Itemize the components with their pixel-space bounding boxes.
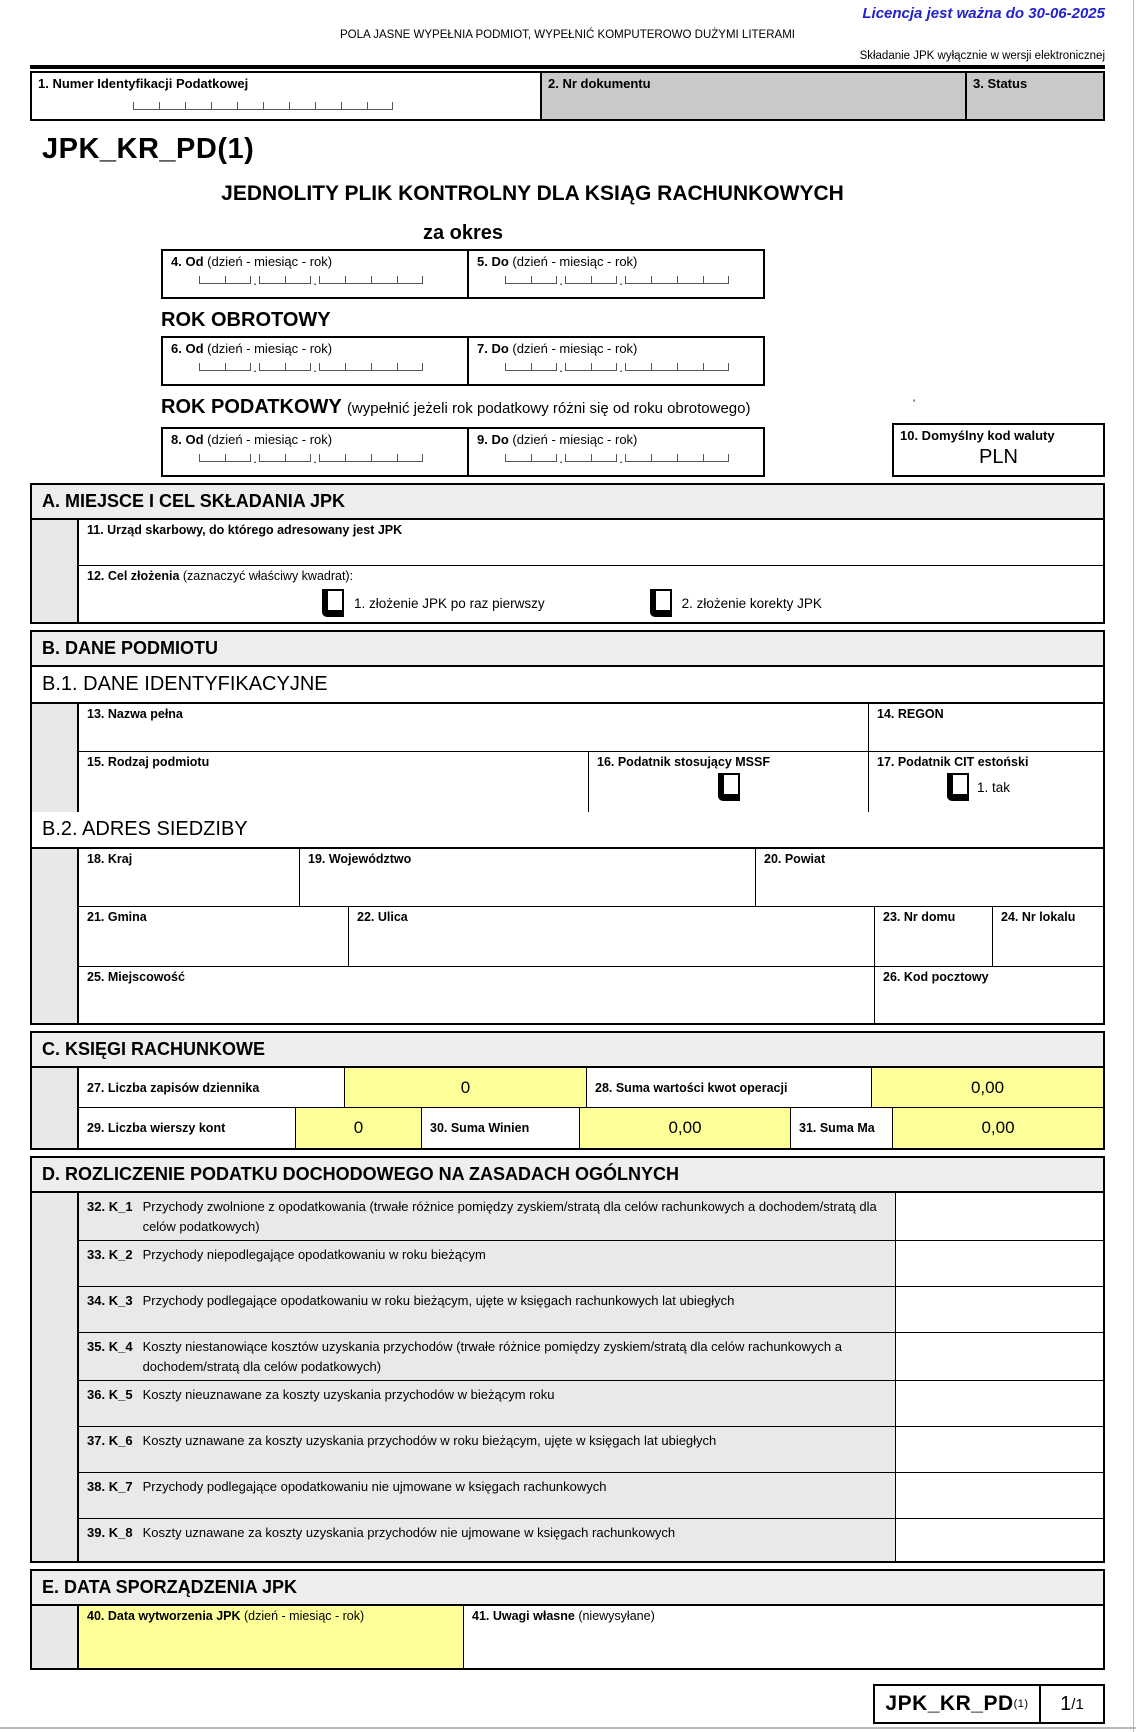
field-18-label: 18. Kraj [87, 852, 133, 866]
row-accounts [79, 1108, 1103, 1148]
ruler-segment [259, 276, 285, 284]
section-b1-body [32, 702, 1103, 812]
ruler-segment [225, 454, 251, 462]
ruler-segment [677, 363, 703, 371]
field-30-value[interactable]: 0,00 [580, 1108, 791, 1148]
section-b1-title: B.1. DANE IDENTYFIKACYJNE [32, 667, 1103, 702]
tax-year-title: ROK PODATKOWY [161, 396, 342, 418]
ruler-segment [367, 102, 393, 110]
field-24-label: 24. Nr lokalu [1001, 910, 1076, 924]
section-d [30, 1156, 1105, 1563]
footer-page-indicator [1041, 1686, 1103, 1722]
tax-year-row [30, 423, 1105, 477]
field-9-label: 9. Do [477, 432, 509, 447]
period-subheading: za okres [422, 222, 504, 244]
field-4-label: 4. Od [171, 254, 204, 269]
option-tak-label: 1. tak [977, 779, 1011, 795]
stray-mark: ' [913, 398, 916, 410]
section-c-title: C. KSIĘGI RACHUNKOWE [32, 1033, 1103, 1068]
field-k4-value[interactable] [896, 1333, 1103, 1380]
field-powiat[interactable] [756, 849, 1103, 906]
identification-row [30, 71, 1105, 121]
row-k7 [79, 1473, 1103, 1519]
row-country [79, 849, 1103, 907]
form-instruction: POLA JASNE WYPEŁNIA PODMIOT, WYPEŁNIĆ KOMPUTEROWO DUŻYMI LITERAMI [340, 29, 795, 41]
ruler-segment [371, 276, 397, 284]
field-regon[interactable] [869, 704, 1103, 751]
ruler-segment [225, 276, 251, 284]
field-nip[interactable] [32, 73, 542, 119]
date-format-hint: (dzień - miesiąc - rok) [512, 254, 638, 269]
footer-code-text: JPK_KR_PD [885, 1692, 1014, 1715]
field-25-label: 25. Miejscowość [87, 970, 185, 984]
field-k1-text: Przychody zwolnione z opodatkowania (trwałe różnice pomiędzy zyskiem/stratą dla celów rachunkowych a dochodem/stratą dla celów podatkowych) [142, 1199, 877, 1234]
ruler-dot: . [313, 451, 317, 466]
field-31-label-cell [791, 1108, 893, 1148]
field-tax-office[interactable] [79, 520, 1103, 565]
row-creation-date [79, 1606, 1103, 1668]
field-k5-code: K_5 [108, 1387, 133, 1402]
field-29-value[interactable]: 0 [296, 1108, 422, 1148]
field-37-number: 37. [87, 1433, 106, 1448]
field-22-label: 22. Ulica [357, 910, 408, 924]
ruler-segment [625, 454, 651, 462]
field-filing-purpose [79, 566, 1103, 622]
ruler-segment [531, 454, 557, 462]
row-field-12 [79, 566, 1103, 622]
ruler-segment [341, 102, 367, 110]
ruler-segment [591, 363, 617, 371]
license-banner: Licencja jest ważna do 30-06-2025 [862, 5, 1105, 22]
footer-form-code [875, 1686, 1041, 1722]
field-10-label: 10. Domyślny kod waluty [900, 428, 1055, 443]
field-k7-code: K_7 [108, 1479, 133, 1494]
field-30-label: 30. Suma Winien [430, 1121, 530, 1135]
field-27-label: 27. Liczba zapisów dziennika [87, 1080, 260, 1095]
row-k2 [79, 1241, 1103, 1287]
field-28-label-cell [587, 1068, 872, 1107]
ruler-segment [703, 454, 729, 462]
field-voivodeship[interactable] [300, 849, 756, 906]
field-k2-text: Przychody niepodlegające opodatkowaniu w roku bieżącym [142, 1247, 486, 1262]
field-k6-code: K_6 [108, 1433, 133, 1448]
ruler-segment [677, 276, 703, 284]
ruler-segment [505, 276, 531, 284]
row-k3 [79, 1287, 1103, 1333]
field-7-label: 7. Do [477, 341, 509, 356]
section-b2-body [32, 847, 1103, 1023]
checkbox-cit-estonski[interactable] [947, 773, 969, 801]
ruler-dot: . [253, 273, 257, 288]
section-d-body [32, 1193, 1103, 1561]
field-gmina[interactable] [79, 907, 349, 966]
field-fiscal-to[interactable] [469, 338, 763, 384]
date-input-ruler[interactable] [505, 273, 729, 288]
field-31-value[interactable]: 0,00 [893, 1108, 1103, 1148]
checkbox-correction-filing[interactable] [650, 589, 672, 617]
field-28-label: 28. Suma wartości kwot operacji [595, 1080, 788, 1095]
field-40-hint: (dzień - miesiąc - rok) [244, 1609, 365, 1623]
ruler-segment [345, 276, 371, 284]
ruler-segment [651, 276, 677, 284]
ruler-segment [319, 363, 345, 371]
ruler-segment [133, 102, 159, 110]
ruler-dot: . [619, 273, 623, 288]
ruler-segment [199, 454, 225, 462]
section-a-title: A. MIEJSCE I CEL SKŁADANIA JPK [32, 485, 1103, 520]
field-k2-code: K_2 [108, 1247, 133, 1262]
field-house-number[interactable] [875, 907, 993, 966]
date-input-ruler[interactable] [505, 451, 729, 466]
ruler-dot: . [559, 451, 563, 466]
section-a [30, 483, 1105, 624]
field-k1-value[interactable] [896, 1193, 1103, 1240]
date-format-hint: (dzień - miesiąc - rok) [512, 341, 638, 356]
field-period-from[interactable] [163, 251, 469, 297]
section-e-title: E. DATA SPORZĄDZENIA JPK [32, 1571, 1103, 1606]
field-country[interactable] [79, 849, 300, 906]
field-19-label: 19. Województwo [308, 852, 412, 866]
ruler-dot: . [559, 273, 563, 288]
field-33-number: 33. [87, 1247, 106, 1262]
page-edge-right [1133, 0, 1134, 1732]
field-k5-value[interactable] [896, 1381, 1103, 1426]
field-20-label: 20. Powiat [764, 852, 826, 866]
ruler-segment [285, 276, 311, 284]
ruler-dot: . [619, 451, 623, 466]
row-k4 [79, 1333, 1103, 1381]
field-k5-text: Koszty nieuznawane za koszty uzyskania przychodów w bieżącym roku [142, 1387, 555, 1402]
ruler-segment [371, 454, 397, 462]
ruler-segment [319, 454, 345, 462]
field-6-label: 6. Od [171, 341, 204, 356]
field-28-value[interactable]: 0,00 [872, 1068, 1103, 1107]
ruler-segment [505, 454, 531, 462]
ruler-segment [651, 454, 677, 462]
field-nip-label: 1. Numer Identyfikacji Podatkowej [38, 76, 249, 91]
field-17-label: 17. Podatnik CIT estoński [877, 755, 1029, 769]
field-31-label: 31. Suma Ma [799, 1121, 875, 1135]
ruler-segment [625, 276, 651, 284]
row-k6 [79, 1427, 1103, 1473]
field-full-name[interactable] [79, 704, 869, 751]
field-document-number: 2. Nr dokumentu [542, 73, 967, 119]
main-heading: JEDNOLITY PLIK KONTROLNY DLA KSIĄG RACHUNKOWYCH [221, 182, 844, 205]
period-table [161, 249, 765, 299]
row-entity-type [79, 752, 1103, 812]
ruler-segment [199, 276, 225, 284]
ruler-segment [677, 454, 703, 462]
footer-form-code-box [873, 1684, 1105, 1724]
field-postal-code[interactable] [875, 967, 1103, 1023]
field-taxyear-from[interactable] [163, 429, 469, 475]
footer-version: (1) [1013, 1698, 1029, 1710]
ruler-segment [565, 363, 591, 371]
row-k5 [79, 1381, 1103, 1427]
date-input-ruler[interactable] [505, 360, 729, 375]
section-b [30, 630, 1105, 1025]
ruler-segment [565, 454, 591, 462]
ruler-segment [345, 363, 371, 371]
ruler-segment [285, 454, 311, 462]
field-30-label-cell [422, 1108, 580, 1148]
date-input-ruler[interactable] [199, 451, 423, 466]
field-k4-text: Koszty niestanowiące kosztów uzyskania przychodów (trwałe różnice pomiędzy zyskiem/stratą dla celów rachunkowych a dochodem/stratą dla celów podatkowych) [142, 1339, 842, 1374]
option-correction-label: 2. złożenie korekty JPK [681, 595, 822, 611]
field-39-number: 39. [87, 1525, 106, 1540]
field-8-label: 8. Od [171, 432, 204, 447]
currency-value: PLN [979, 446, 1018, 468]
ruler-segment [225, 363, 251, 371]
ruler-dot: . [619, 360, 623, 375]
field-k3-text: Przychody podlegające opodatkowaniu w roku bieżącym, ujęte w księgach rachunkowych lat ubiegłych [142, 1293, 735, 1308]
field-13-label: 13. Nazwa pełna [87, 707, 183, 721]
ruler-segment [159, 102, 185, 110]
section-c [30, 1031, 1105, 1150]
field-apartment-number[interactable] [993, 907, 1103, 966]
section-e-body [32, 1606, 1103, 1668]
ruler-dot: . [253, 360, 257, 375]
ruler-segment [259, 454, 285, 462]
field-11-label: 11. Urząd skarbowy, do którego adresowany jest JPK [87, 523, 403, 537]
date-format-hint: (dzień - miesiąc - rok) [207, 341, 333, 356]
row-street [79, 907, 1103, 967]
date-format-hint: (dzień - miesiąc - rok) [207, 254, 333, 269]
ruler-segment [259, 363, 285, 371]
field-23-label: 23. Nr domu [883, 910, 956, 924]
field-21-label: 21. Gmina [87, 910, 147, 924]
field-creation-date[interactable] [79, 1606, 464, 1668]
ruler-segment [211, 102, 237, 110]
field-k6-value[interactable] [896, 1427, 1103, 1472]
ruler-segment [199, 363, 225, 371]
electronic-filing-note: Składanie JPK wyłącznie w wersji elektronicznej [859, 50, 1105, 62]
field-27-label-cell [79, 1068, 345, 1107]
checkbox-mssf[interactable] [718, 773, 740, 801]
tax-year-heading [161, 396, 1105, 419]
ruler-segment [505, 363, 531, 371]
field-k6-text: Koszty uznawane za koszty uzyskania przychodów w roku bieżącym, ujęte w księgach lat ubiegłych [142, 1433, 717, 1448]
field-period-to[interactable] [469, 251, 763, 297]
ruler-dot: . [559, 360, 563, 375]
field-taxyear-to[interactable] [469, 429, 763, 475]
row-name-regon [79, 704, 1103, 752]
row-field-11 [79, 520, 1103, 566]
ruler-dot: . [253, 451, 257, 466]
field-k3-value[interactable] [896, 1287, 1103, 1332]
field-k7-text: Przychody podlegające opodatkowaniu nie ujmowane w księgach rachunkowych [142, 1479, 607, 1494]
field-29-label-cell [79, 1108, 296, 1148]
footer-page-number: 1 [1060, 1692, 1072, 1715]
field-k8-text: Koszty uznawane za koszty uzyskania przychodów nie ujmowane w księgach rachunkowych [142, 1525, 676, 1540]
field-32-number: 32. [87, 1199, 106, 1214]
section-b-title: B. DANE PODMIOTU [32, 632, 1103, 667]
section-c-body [32, 1068, 1103, 1148]
field-k3-code: K_3 [108, 1293, 133, 1308]
date-format-hint: (dzień - miesiąc - rok) [512, 432, 638, 447]
ruler-segment [237, 102, 263, 110]
ruler-segment [371, 363, 397, 371]
ruler-segment [315, 102, 341, 110]
date-format-hint: (dzień - miesiąc - rok) [207, 432, 333, 447]
field-35-number: 35. [87, 1339, 106, 1354]
field-29-label: 29. Liczba wierszy kont [87, 1121, 226, 1135]
field-default-currency[interactable] [892, 423, 1105, 477]
date-input-ruler[interactable] [199, 273, 423, 288]
ruler-segment [625, 363, 651, 371]
nip-input-ruler[interactable] [133, 102, 393, 110]
field-k7-value[interactable] [896, 1473, 1103, 1518]
field-own-remarks[interactable] [464, 1606, 1103, 1668]
field-36-number: 36. [87, 1387, 106, 1402]
field-27-value[interactable]: 0 [345, 1068, 587, 1107]
fiscal-year-table [161, 336, 765, 386]
field-38-number: 38. [87, 1479, 106, 1494]
ruler-dot: . [313, 360, 317, 375]
section-e [30, 1569, 1105, 1670]
section-a-body [32, 520, 1103, 622]
field-41-hint: (niewysyłane) [578, 1609, 655, 1623]
field-mssf [589, 752, 869, 812]
field-12-hint: (zaznaczyć właściwy kwadrat): [182, 569, 354, 583]
ruler-segment [531, 276, 557, 284]
checkbox-first-filing[interactable] [322, 589, 344, 617]
row-city [79, 967, 1103, 1023]
option-first-filing-label: 1. złożenie JPK po raz pierwszy [354, 595, 545, 611]
ruler-segment [703, 276, 729, 284]
ruler-dot: . [313, 273, 317, 288]
field-k8-value[interactable] [896, 1519, 1103, 1561]
field-12-label: 12. Cel złożenia [87, 569, 180, 583]
row-k1 [79, 1193, 1103, 1241]
row-journal [79, 1068, 1103, 1108]
field-40-label: 40. Data wytworzenia JPK [87, 1609, 241, 1623]
field-street[interactable] [349, 907, 875, 966]
ruler-segment [591, 276, 617, 284]
ruler-segment [591, 454, 617, 462]
row-k8 [79, 1519, 1103, 1561]
section-b2-title: B.2. ADRES SIEDZIBY [32, 812, 1103, 847]
ruler-segment [397, 363, 423, 371]
field-15-label: 15. Rodzaj podmiotu [87, 755, 210, 769]
field-entity-type[interactable] [79, 752, 589, 812]
ruler-segment [289, 102, 315, 110]
form-code-title: JPK_KR_PD(1) [42, 133, 255, 165]
ruler-segment [397, 454, 423, 462]
field-status: 3. Status [967, 73, 1103, 119]
field-fiscal-from[interactable] [163, 338, 469, 384]
field-k1-code: K_1 [108, 1199, 133, 1214]
field-34-number: 34. [87, 1293, 106, 1308]
tax-year-note: (wypełnić jeżeli rok podatkowy różni się od roku obrotowego) [346, 400, 751, 417]
ruler-segment [651, 363, 677, 371]
ruler-segment [397, 276, 423, 284]
field-5-label: 5. Do [477, 254, 509, 269]
ruler-segment [319, 276, 345, 284]
ruler-segment [263, 102, 289, 110]
ruler-segment [345, 454, 371, 462]
ruler-segment [185, 102, 211, 110]
field-city[interactable] [79, 967, 875, 1023]
tax-year-table [161, 427, 765, 477]
ruler-segment [703, 363, 729, 371]
fiscal-year-heading: ROK OBROTOWY [161, 309, 331, 331]
header-divider [30, 65, 1105, 69]
field-26-label: 26. Kod pocztowy [883, 970, 989, 984]
section-d-title: D. ROZLICZENIE PODATKU DOCHODOWEGO NA ZASADACH OGÓLNYCH [32, 1158, 1103, 1193]
field-16-label: 16. Podatnik stosujący MSSF [597, 755, 770, 769]
field-41-label: 41. Uwagi własne [472, 1609, 575, 1623]
ruler-segment [565, 276, 591, 284]
field-k8-code: K_8 [108, 1525, 133, 1540]
field-k2-value[interactable] [896, 1241, 1103, 1286]
ruler-segment [285, 363, 311, 371]
field-k4-code: K_4 [108, 1339, 133, 1354]
date-input-ruler[interactable] [199, 360, 423, 375]
ruler-segment [531, 363, 557, 371]
field-14-label: 14. REGON [877, 707, 944, 721]
footer-page-total: /1 [1071, 1695, 1084, 1713]
page-edge-bottom [0, 1727, 1136, 1729]
field-cit-estonski [869, 752, 1103, 812]
